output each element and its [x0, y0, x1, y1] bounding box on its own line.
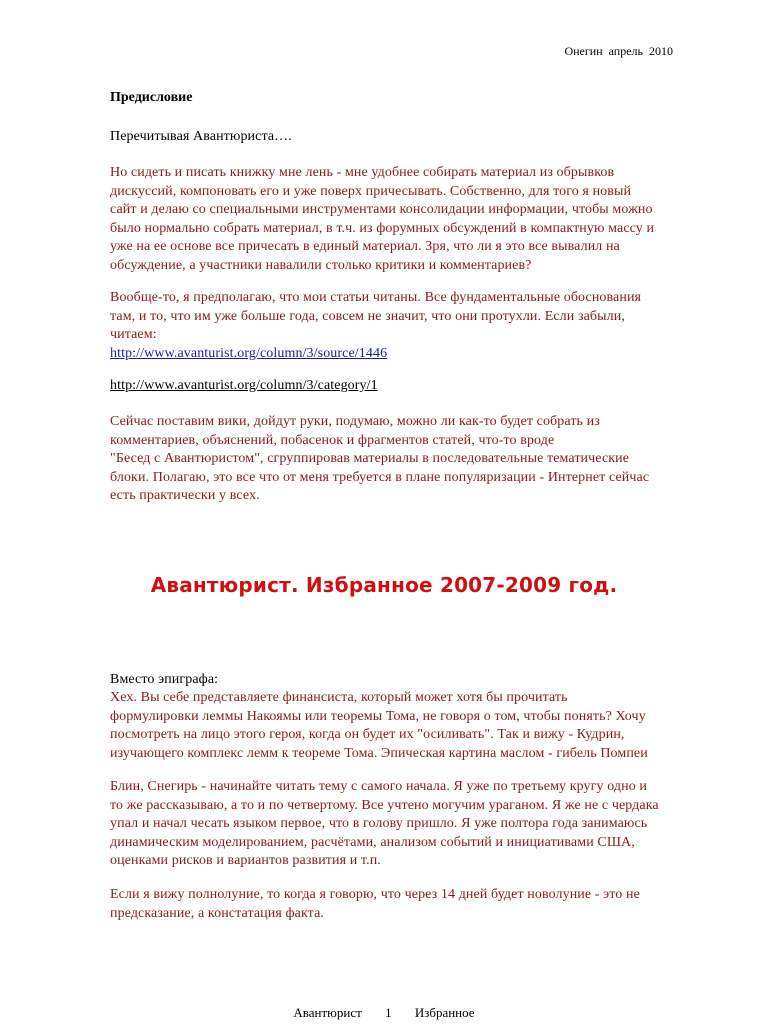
- text-line: предсказание, а констатация факта.: [110, 905, 324, 921]
- text-line: то же рассказываю, а то и по четвертому. Все учтено могучим ураганом. Я же не с чердака: [110, 797, 659, 813]
- text-line: обсуждение, а участники навалили столько критики и комментариев?: [110, 257, 532, 273]
- epigraph-text: [110, 689, 710, 763]
- text-line: сайт и делаю со специальными инструментами консолидации информации, чтобы можно: [110, 202, 653, 217]
- text-line: читаем:: [110, 327, 157, 342]
- text-line: "Бесед с Авантюристом", сгруппировав материалы в последовательные тематические: [110, 451, 630, 466]
- intro-line: Перечитывая Авантюриста….: [110, 129, 292, 144]
- text-line: Если я вижу полнолуние, то когда я говорю, что через 14 дней будет новолуние - это не: [110, 887, 640, 902]
- page-footer: [0, 1005, 768, 1021]
- paragraph-link: [110, 377, 710, 396]
- text-line: дискуссий, компоновать его и уже поверх причесывать. Собственно, для того я новый: [110, 183, 632, 199]
- text-line: уже на ее основе все причесать в единый материал. Зря, что ли я это все вывалил на: [110, 239, 620, 254]
- paragraph-6: [110, 886, 710, 923]
- text-line: было нормально собрать материал, в т.ч. из форумных обсуждений в компактную массу и: [110, 220, 655, 236]
- text-line: Но сидеть и писать книжку мне лень - мне удобнее собирать материал из обрывков: [110, 165, 615, 180]
- category-link[interactable]: http://www.avanturist.org/column/3/category/1: [110, 378, 378, 393]
- text-line: Блин, Снегирь - начинайте читать тему с самого начала. Я уже по третьему кругу одно и: [110, 779, 648, 794]
- footer-title: Авантюрист: [293, 1005, 362, 1020]
- paragraph-3: [110, 413, 710, 506]
- document-title: Авантюрист. Избранное 2007-2009 год.: [150, 573, 618, 597]
- text-line: формулировки леммы Накоямы или теоремы Тома, не говоря о том, чтобы понять? Хочу: [110, 708, 646, 724]
- text-line: оценками рисков и вариантов развития и т.п.: [110, 853, 381, 868]
- text-line: посмотреть на лицо этого героя, когда он будет их "осиливать". Так и вижу - Кудрин,: [110, 727, 625, 742]
- text-line: комментариев, объяснений, побасенок и фрагментов статей, что-то вроде: [110, 432, 555, 448]
- page-number: 1: [385, 1005, 392, 1020]
- page-header: Онегин апрель 2010: [564, 44, 673, 58]
- text-line: изучающего комплекс лемм к теореме Тома. Эпическая картина маслом - гибель Помпеи: [110, 745, 648, 761]
- paragraph-5: [110, 778, 710, 871]
- text-line: Вообще-то, я предполагаю, что мои статьи читаны. Все фундаментальные обоснования: [110, 290, 642, 305]
- text-line: динамическим моделированием, расчётами, анализом событий и инициативами США,: [110, 834, 635, 850]
- text-line: там, и то, что им уже больше года, совсем не значит, что они протухли. Если забыли,: [110, 308, 625, 324]
- paragraph-2: [110, 289, 710, 363]
- section-heading: Предисловие: [110, 90, 193, 105]
- text-line: упал и начал чесать языком первое, что в голову пришло. Я уже полтора года занимаюсь: [110, 816, 648, 831]
- text-line: Хех. Вы себе представляете финансиста, который может хотя бы прочитать: [110, 690, 568, 705]
- text-line: Сейчас поставим вики, дойдут руки, подумаю, можно ли как-то будет собрать из: [110, 414, 600, 429]
- epigraph-label: Вместо эпиграфа:: [110, 672, 219, 687]
- text-line: блоки. Полагаю, это все что от меня требуется в плане популяризации - Интернет сейчас: [110, 469, 650, 485]
- paragraph-1: [110, 164, 710, 275]
- footer-section: Избранное: [414, 1005, 475, 1020]
- source-link[interactable]: http://www.avanturist.org/column/3/source/1446: [110, 345, 388, 361]
- text-line: есть практически у всех.: [110, 488, 260, 503]
